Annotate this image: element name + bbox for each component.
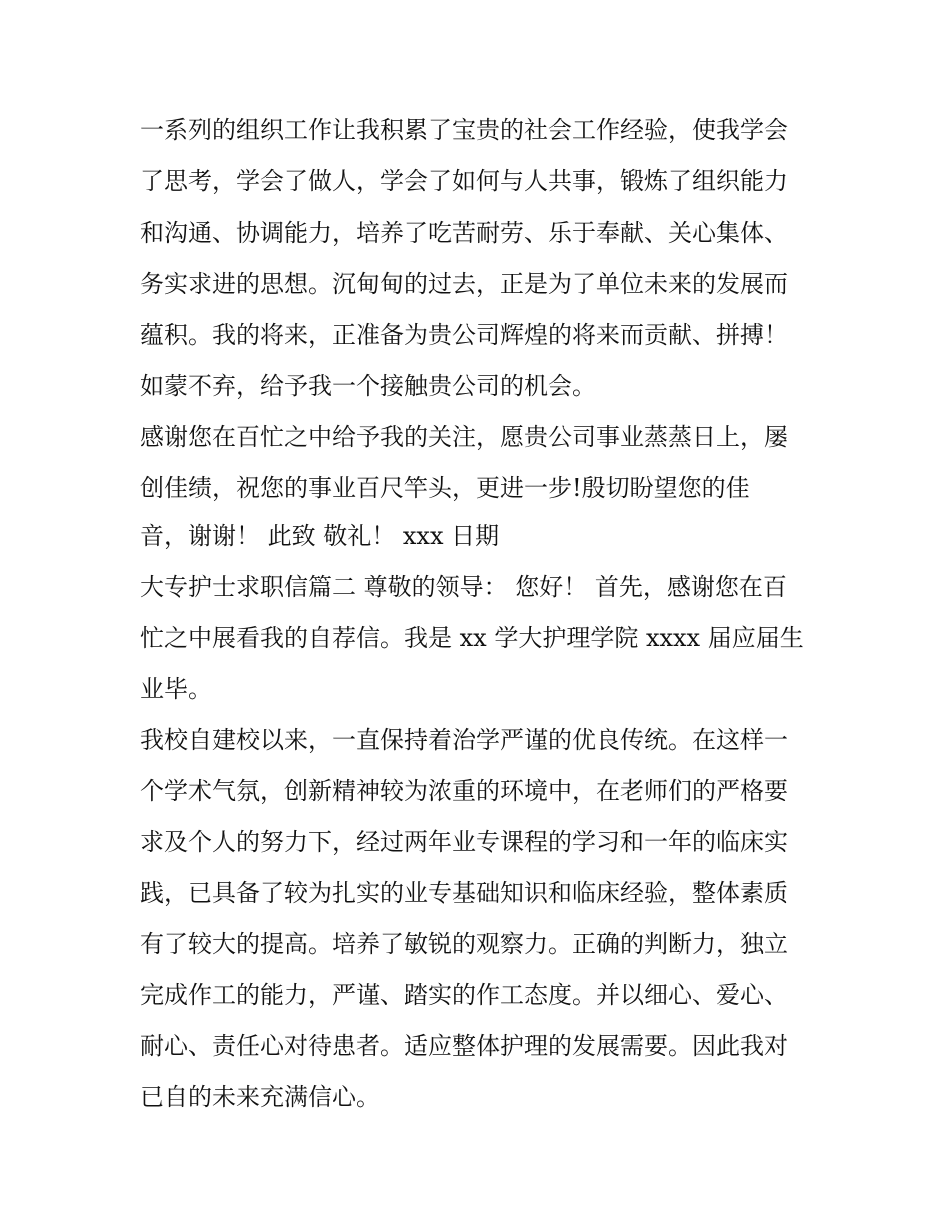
text-line: 创佳绩，祝您的事业百尺竿头，更进一步!殷切盼望您的佳 [140,474,750,502]
text-line: 感谢您在百忙之中给予我的关注，愿贵公司事业蒸蒸日上，屡 [140,423,788,451]
text-line: 个学术气氛，创新精神较为浓重的环境中，在老师们的严格要 [140,777,788,805]
text-line: 如蒙不弃，给予我一个接触贵公司的机会。 [140,372,596,400]
text-line: 和沟通、协调能力，培养了吃苦耐劳、乐于奉献、关心集体、 [140,219,788,247]
text-line: 一系列的组织工作让我积累了宝贵的社会工作经验，使我学会 [140,116,788,144]
text-line: 音，谢谢！ 此致 敬礼！ xxx 日期 [140,522,500,550]
text-line: 务实求进的思想。沉甸甸的过去，正是为了单位未来的发展而 [140,270,788,298]
text-line: 已自的未来充满信心。 [140,1083,380,1111]
text-line: 忙之中展看我的自荐信。我是 xx 学大护理学院 xxxx 届应届生 [140,624,804,652]
text-line: 耐心、责任心对待患者。适应整体护理的发展需要。因此我对 [140,1032,788,1060]
text-line: 大专护士求职信篇二 尊敬的领导： 您好！ 首先，感谢您在百 [140,573,787,601]
text-line: 了思考，学会了做人，学会了如何与人共事，锻炼了组织能力 [140,167,788,195]
text-line: 践，已具备了较为扎实的业专基础知识和临床经验，整体素质 [140,879,788,907]
text-line: 蕴积。我的将来，正准备为贵公司辉煌的将来而贡献、拼搏！ [140,321,788,349]
text-line: 求及个人的努力下，经过两年业专课程的学习和一年的临床实 [140,828,788,856]
text-line: 完成作工的能力，严谨、踏实的作工态度。并以细心、爱心、 [140,981,788,1009]
text-line: 业毕。 [140,675,212,703]
text-line: 我校自建校以来，一直保持着治学严谨的优良传统。在这样一 [140,726,788,754]
text-line: 有了较大的提高。培养了敏锐的观察力。正确的判断力，独立 [140,930,788,958]
